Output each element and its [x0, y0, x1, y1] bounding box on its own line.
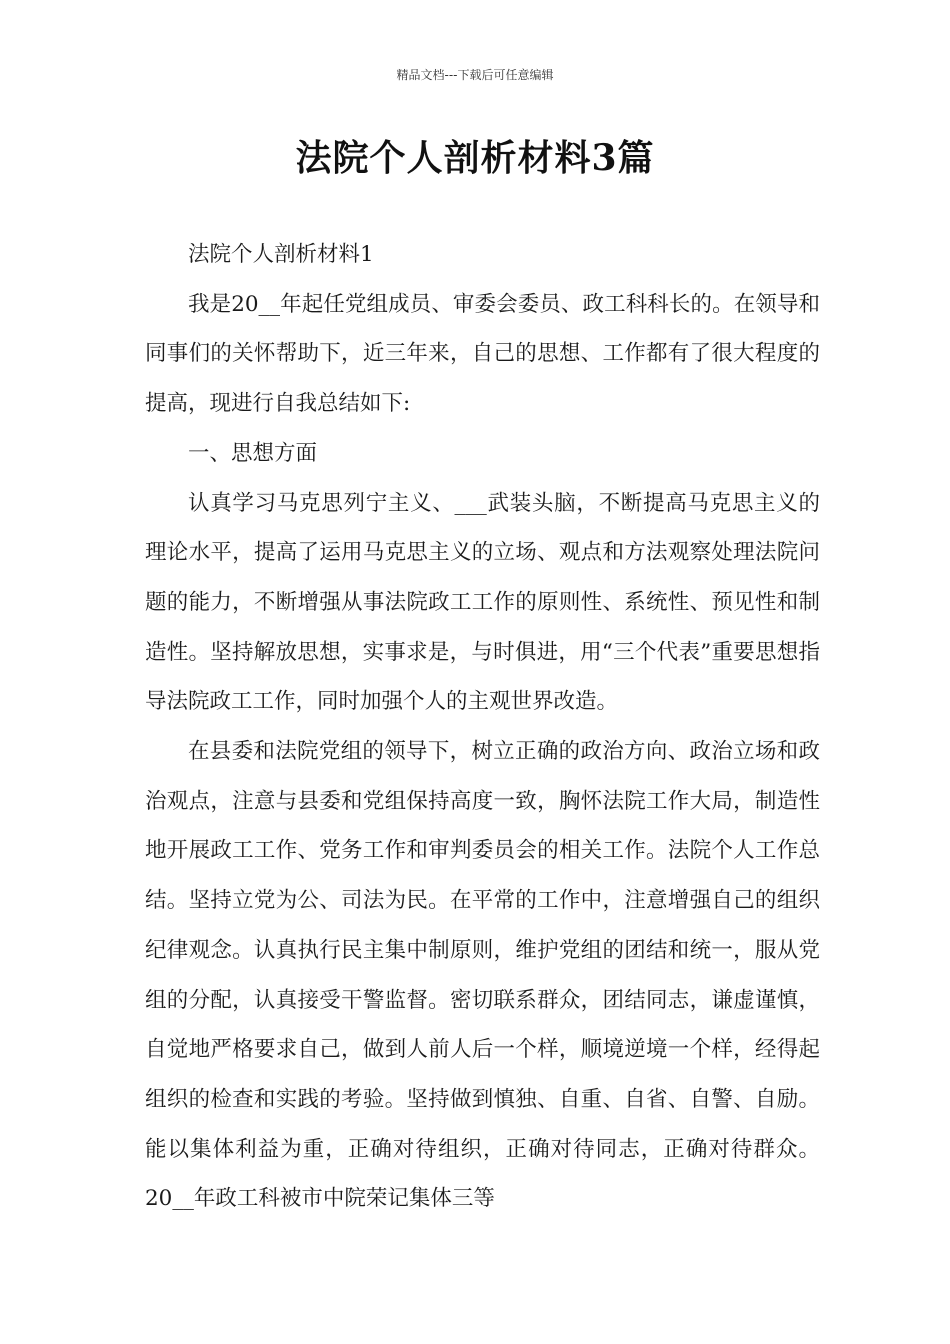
- section-heading: 法院个人剖析材料1: [188, 242, 374, 267]
- header-note: 精品文档---下载后可任意编辑: [396, 68, 554, 82]
- paragraph-intro: 我是20__年起任党组成员、审委会委员、政工科科长的。在领导和同事们的关怀帮助下，近三年来，自己的思想、工作都有了很大程度的提高，现进行自我总结如下:: [145, 291, 820, 417]
- document-title: 法院个人剖析材料3篇: [295, 137, 655, 179]
- paragraph-study: 认真学习马克思列宁主义、___武装头脑，不断提高马克思主义的理论水平，提高了运用马克思主义的立场、观点和方法观察处理法院问题的能力，不断增强从事法院政工工作的原则性、系统性、预见性和制造性。坚持解放思想，实事求是，与时俱进，用“三个代表”重要思想指导法院政工工作，同时加强个人的主观世界改造。: [145, 490, 820, 715]
- paragraph-heading-thought: 一、思想方面: [188, 440, 318, 466]
- document-body: [145, 230, 820, 1224]
- paragraph-leadership: 在县委和法院党组的领导下，树立正确的政治方向、政治立场和政治观点，注意与县委和党组保持高度一致，胸怀法院工作大局，制造性地开展政工工作、党务工作和审判委员会的相关工作。法院个人工作总结。坚持立党为公、司法为民。在平常的工作中，注意增强自己的组织纪律观念。认真执行民主集中制原则，维护党组的团结和统一，服从党组的分配，认真接受干警监督。密切联系群众，团结同志，谦虚谨慎，自觉地严格要求自己，做到人前人后一个样，顺境逆境一个样，经得起组织的检查和实践的考验。坚持做到慎独、自重、自省、自警、自励。能以集体利益为重，正确对待组织，正确对待同志，正确对待群众。20__年政工科被市中院荣记集体三等: [145, 739, 820, 1212]
